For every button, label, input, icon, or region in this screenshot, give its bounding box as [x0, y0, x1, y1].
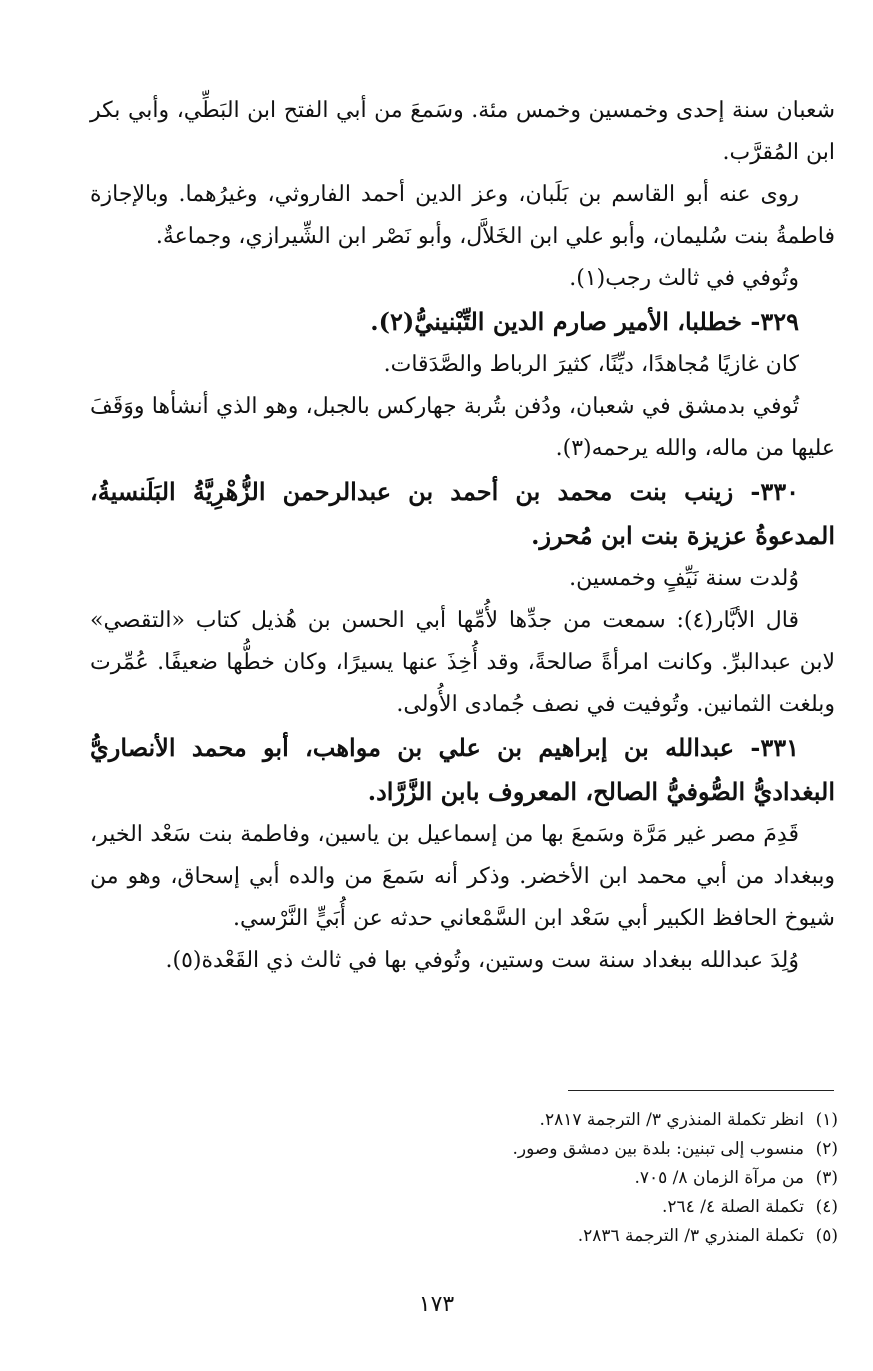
footnote-item — [90, 1222, 838, 1251]
paragraph-travels: قَدِمَ مصر غير مَرَّة وسَمعَ بها من إسماعيل بن ياسين، وفاطمة بنت سَعْد الخير، وببغداد من أبي محمد ابن الأخضر. وذكر أنه سَمعَ من والده أبي إسحاق، وهو من شيوخ الحافظ الكبير أبي سَعْد ابن السَّمْعاني حدثه عن أُبَيٍّ النَّرْسي. — [90, 822, 835, 931]
footnote-number: (٤) — [815, 1197, 838, 1217]
footnote-text: تكملة المنذري ٣/ الترجمة ٢٨٣٦. — [577, 1226, 804, 1246]
footnote-number: (٥) — [815, 1226, 838, 1246]
paragraph-birth-death: وُلِدَ عبدالله ببغداد سنة ست وستين، وتُوفي بها في ثالث ذي القَعْدة(٥). — [165, 948, 799, 973]
entry-heading-331: ٣٣١- عبدالله بن إبراهيم بن علي بن مواهب، أبو محمد الأنصاريُّ البغداديُّ الصُّوفيُّ الصالح، المعروف بابن الزَّرَّاد. — [90, 733, 835, 806]
footnote-number: (١) — [815, 1110, 838, 1130]
paragraph-burial: تُوفي بدمشق في شعبان، ودُفن بتُربة جهاركس بالجبل، وهو الذي أنشأها ووَقَفَ عليها من ماله، والله يرحمه(٣). — [90, 394, 835, 461]
entry-heading-329: ٣٢٩- خطلبا، الأمير صارم الدين التِّبْنينيُّ(٢). — [370, 307, 799, 336]
footnote-item — [90, 1106, 838, 1135]
footnote-text: تكملة الصلة ٤/ ٢٦٤. — [662, 1197, 804, 1217]
footnote-item — [90, 1135, 838, 1164]
page-number: ١٧٣ — [418, 1292, 455, 1317]
footnote-text: منسوب إلى تبنين: بلدة بين دمشق وصور. — [512, 1139, 804, 1159]
paragraph-birth: وُلدت سنة نَيِّفٍ وخمسين. — [569, 566, 799, 591]
footnotes — [90, 1106, 838, 1251]
footnote-number: (٣) — [815, 1168, 838, 1188]
footnote-text: من مرآة الزمان ٨/ ٧٠٥. — [634, 1168, 804, 1188]
paragraph-continuation: شعبان سنة إحدى وخمسين وخمس مئة. وسَمعَ من أبي الفتح ابن البَطِّي، وأبي بكر ابن المُقرَّب. — [90, 98, 835, 165]
footnote-number: (٢) — [815, 1139, 838, 1159]
paragraph-narrators: روى عنه أبو القاسم بن بَلَبان، وعز الدين أحمد الفاروثي، وغيرُهما. وبالإجازة فاطمةُ بنت سُليمان، وأبو علي ابن الخَلاَّل، وأبو نَصْر ابن الشِّيرازي، وجماعةٌ. — [90, 182, 835, 249]
paragraph-description: كان غازيًا مُجاهدًا، ديِّنًا، كثيرَ الرباط والصَّدَقات. — [383, 352, 799, 377]
entry-heading-330: ٣٣٠- زينب بنت محمد بن أحمد بن عبدالرحمن الزُّهْرِيَّةُ البَلَنسيةُ، المدعوةُ عزيزة بنت ابن مُحرز. — [90, 477, 835, 550]
main-text — [90, 90, 835, 982]
footnote-divider — [568, 1090, 834, 1091]
footnote-item — [90, 1193, 838, 1222]
paragraph-quote: قال الأبَّار(٤): سمعت من جدِّها لأُمِّها أبي الحسن بن هُذيل كتاب «التقصي» لابن عبدالبرِّ. وكانت امرأةً صالحةً، وقد أُخِذَ عنها يسيرًا، وكان خطُّها ضعيفًا. عُمِّرت وبلغت الثمانين. وتُوفيت في نصف جُمادى الأُولى. — [90, 608, 835, 717]
paragraph-death-date: وتُوفي في ثالث رجب(١). — [569, 266, 799, 291]
footnote-item — [90, 1164, 838, 1193]
footnote-text: انظر تكملة المنذري ٣/ الترجمة ٢٨١٧. — [539, 1110, 804, 1130]
